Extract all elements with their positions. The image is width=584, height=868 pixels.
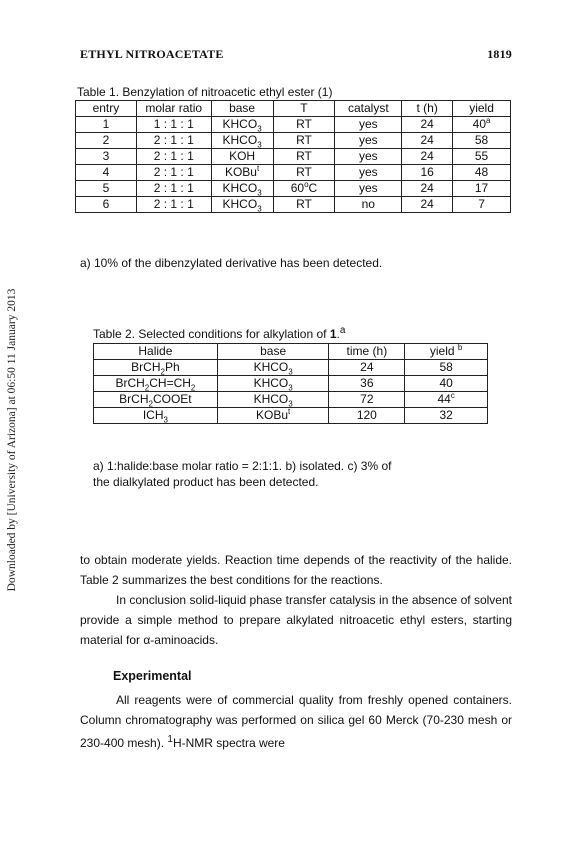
table1-cell: 5 xyxy=(76,181,137,197)
table1-row xyxy=(76,133,511,149)
table2-cell: $BrCH_2CH=CH_2$ xyxy=(94,376,218,392)
table2-row xyxy=(94,376,488,392)
table1-cell: RT xyxy=(273,197,335,213)
table1-cell: 60$^o$C xyxy=(273,181,335,197)
table1-cell: yes xyxy=(335,133,402,149)
table2-row xyxy=(94,408,488,424)
table2-cell: 32 xyxy=(405,408,488,424)
journal-title: ETHYL NITROACETATE xyxy=(80,47,224,61)
table1-cell: 7 xyxy=(453,197,511,213)
body-section-2 xyxy=(80,690,512,753)
table1-cell: 3 xyxy=(76,149,137,165)
table1-row xyxy=(76,181,511,197)
table1-cell: T xyxy=(273,101,335,117)
table1-cell: 2 : 1 : 1 xyxy=(136,181,211,197)
table2-cell: 36 xyxy=(329,376,405,392)
table2-row xyxy=(94,360,488,376)
table1-cell: KOBu$^t$ xyxy=(211,165,273,181)
table2-cell: time (h) xyxy=(329,344,405,360)
table1-cell: 24 xyxy=(402,133,453,149)
table2-footnotes xyxy=(93,458,392,490)
table1-header-row xyxy=(76,101,511,117)
table1-cell: yield xyxy=(453,101,511,117)
page-number: 1819 xyxy=(487,47,512,61)
table1-cell: 2 : 1 : 1 xyxy=(136,149,211,165)
table1-footnote: a) 10% of the dibenzylated derivative has been detected. xyxy=(80,256,383,270)
table2-cell: yield $^b$ xyxy=(405,344,488,360)
paragraph: to obtain moderate yields. Reaction time depends of the reactivity of the halide. Table 2 summarizes the best conditions for the reactions. xyxy=(80,553,512,587)
table2-cell: 72 xyxy=(329,392,405,408)
table1-cell: RT xyxy=(273,133,335,149)
table1-cell: 40$^a$ xyxy=(453,117,511,133)
table1-cell: RT xyxy=(273,165,335,181)
table1-cell: $KHCO_3$ xyxy=(211,197,273,213)
table2-cell: $KHCO_3$ xyxy=(217,360,329,376)
table1-cell: 2 : 1 : 1 xyxy=(136,133,211,149)
table1-cell: 24 xyxy=(402,117,453,133)
table1 xyxy=(75,100,511,213)
table1-cell: 55 xyxy=(453,149,511,165)
table2-cell: base xyxy=(217,344,329,360)
table2-cell: $KHCO_3$ xyxy=(217,392,329,408)
table1-cell: $KHCO_3$ xyxy=(211,133,273,149)
table1-cell: 17 xyxy=(453,181,511,197)
table2-cell: 44$^c$ xyxy=(405,392,488,408)
table2 xyxy=(93,343,488,424)
table1-cell: $KHCO_3$ xyxy=(211,117,273,133)
table1-cell: $KHCO_3$ xyxy=(211,181,273,197)
table1-cell: 58 xyxy=(453,133,511,149)
table1-cell: 1 xyxy=(76,117,137,133)
table2-cell: Halide xyxy=(94,344,218,360)
table2-cell: $KHCO_3$ xyxy=(217,376,329,392)
table1-cell: yes xyxy=(335,149,402,165)
table1-cell: 1 : 1 : 1 xyxy=(136,117,211,133)
table1-cell: RT xyxy=(273,117,335,133)
table1-cell: yes xyxy=(335,165,402,181)
paragraph: In conclusion solid-liquid phase transfer catalysis in the absence of solvent provide a simple method to prepare alkylated nitroacetic ethyl esters, starting material for α-aminoacids. xyxy=(80,593,512,647)
table1-cell: 24 xyxy=(402,181,453,197)
table1-row xyxy=(76,149,511,165)
table1-cell: RT xyxy=(273,149,335,165)
table1-cell: 24 xyxy=(402,149,453,165)
table1-cell: 2 : 1 : 1 xyxy=(136,197,211,213)
download-notice-text: Downloaded by [University of Arizona] at 06:50 11 January 2013 xyxy=(6,288,18,592)
table1-cell: KOH xyxy=(211,149,273,165)
table2-cell: BrCH$_2$COOEt xyxy=(94,392,218,408)
experimental-heading: Experimental xyxy=(113,669,192,683)
table2-cell: KOBu$^t$ xyxy=(217,408,329,424)
table1-cell: 4 xyxy=(76,165,137,181)
table2-cell: 24 xyxy=(329,360,405,376)
table1-cell: 48 xyxy=(453,165,511,181)
table1-cell: no xyxy=(335,197,402,213)
table1-cell: 16 xyxy=(402,165,453,181)
table1-cell: base xyxy=(211,101,273,117)
table2-row xyxy=(94,392,488,408)
table2-caption: Table 2. Selected conditions for alkylation of 1.$^a$ xyxy=(93,325,346,341)
table1-row xyxy=(76,197,511,213)
table1-row xyxy=(76,165,511,181)
table1-cell: t (h) xyxy=(402,101,453,117)
table1-cell: 24 xyxy=(402,197,453,213)
paragraph: All reagents were of commercial quality from freshly opened containers. Column chromatography was performed on silica gel 60 Merck (70-230 mesh or 230-400 mesh). $^1$H-NMR spectra were xyxy=(80,693,512,750)
table1-cell: 2 xyxy=(76,133,137,149)
table2-cell: 58 xyxy=(405,360,488,376)
body-section-1 xyxy=(80,550,512,650)
table1-cell: catalyst xyxy=(335,101,402,117)
table2-cell: 120 xyxy=(329,408,405,424)
table1-cell: yes xyxy=(335,117,402,133)
table2-header-row xyxy=(94,344,488,360)
table1-cell: 6 xyxy=(76,197,137,213)
download-notice xyxy=(2,200,22,680)
table2-cell: $ICH_3$ xyxy=(94,408,218,424)
table1-cell: yes xyxy=(335,181,402,197)
table2-footnote-line2: the dialkylated product has been detected. xyxy=(93,475,319,489)
table1-cell: molar ratio xyxy=(136,101,211,117)
table1-cell: entry xyxy=(76,101,137,117)
table2-footnote-line1: a) 1:halide:base molar ratio = 2:1:1. b) isolated. c) 3% of xyxy=(93,459,392,473)
running-head xyxy=(80,47,512,62)
table1-row xyxy=(76,117,511,133)
table1-cell: 2 : 1 : 1 xyxy=(136,165,211,181)
table2-cell: BrCH$_2$Ph xyxy=(94,360,218,376)
table2-cell: 40 xyxy=(405,376,488,392)
table1-caption: Table 1. Benzylation of nitroacetic ethyl ester (1) xyxy=(77,85,333,99)
